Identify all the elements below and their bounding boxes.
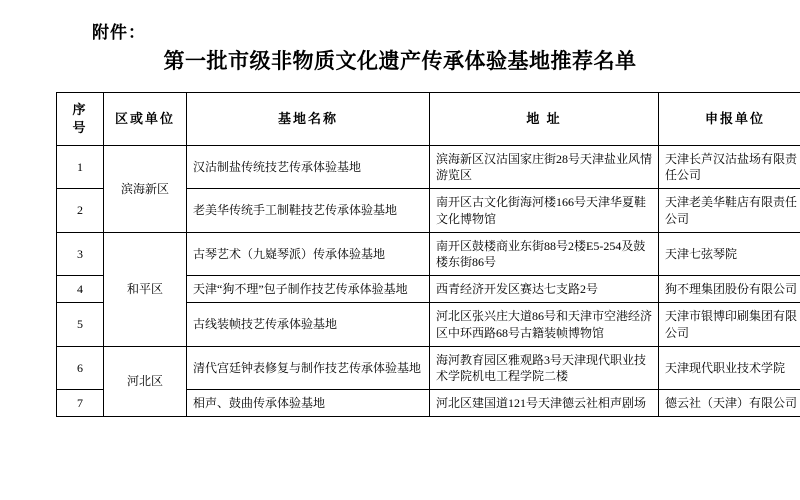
cell-base-name: 天津“狗不理”包子制作技艺传承体验基地: [187, 276, 430, 303]
recommendation-list-table: [56, 92, 800, 417]
cell-seq: 1: [57, 146, 104, 189]
cell-district: 滨海新区: [104, 146, 187, 233]
cell-applicant: 天津老美华鞋店有限责任公司: [659, 189, 800, 232]
cell-applicant: 天津现代职业技术学院: [659, 346, 800, 389]
cell-district: 河北区: [104, 346, 187, 417]
cell-address: 南开区鼓楼商业东街88号2楼E5-254及鼓楼东街86号: [430, 232, 659, 275]
cell-applicant: 德云社（天津）有限公司: [659, 390, 800, 417]
column-header-district: 区或单位: [104, 93, 187, 146]
cell-applicant: 天津长芦汉沽盐场有限责任公司: [659, 146, 800, 189]
cell-seq: 6: [57, 346, 104, 389]
column-header-applicant: 申报单位: [659, 93, 800, 146]
attachment-label: 附件：: [92, 23, 146, 42]
table-row: [57, 232, 800, 275]
cell-address: 南开区古文化街海河楼166号天津华夏鞋文化博物馆: [430, 189, 659, 232]
cell-seq: 4: [57, 276, 104, 303]
column-header-address: 地 址: [430, 93, 659, 146]
cell-district: 和平区: [104, 232, 187, 346]
cell-base-name: 相声、鼓曲传承体验基地: [187, 390, 430, 417]
cell-base-name: 汉沽制盐传统技艺传承体验基地: [187, 146, 430, 189]
cell-base-name: 清代宫廷钟表修复与制作技艺传承体验基地: [187, 346, 430, 389]
table-row: [57, 346, 800, 389]
cell-address: 河北区张兴庄大道86号和天津市空港经济区中环西路68号古籍装帧博物馆: [430, 303, 659, 346]
cell-address: 滨海新区汉沽国家庄街28号天津盐业风情游览区: [430, 146, 659, 189]
table-header: [57, 93, 800, 146]
column-header-seq-line1: 序: [72, 102, 88, 118]
cell-address: 西青经济开发区赛达七支路2号: [430, 276, 659, 303]
table-header-row: [57, 93, 800, 146]
cell-address: 海河教育园区雅观路3号天津现代职业技术学院机电工程学院二楼: [430, 346, 659, 389]
cell-applicant: 天津市银博印刷集团有限公司: [659, 303, 800, 346]
cell-seq: 2: [57, 189, 104, 232]
column-header-seq-line2: 号: [72, 120, 88, 135]
cell-base-name: 古琴艺术（九嶷琴派）传承体验基地: [187, 232, 430, 275]
cell-base-name: 古线装帧技艺传承体验基地: [187, 303, 430, 346]
cell-base-name: 老美华传统手工制鞋技艺传承体验基地: [187, 189, 430, 232]
cell-seq: 5: [57, 303, 104, 346]
cell-seq: 3: [57, 232, 104, 275]
recommendation-list-table-wrap: [56, 92, 798, 417]
cell-address: 河北区建国道121号天津德云社相声剧场: [430, 390, 659, 417]
column-header-base-name: 基地名称: [187, 93, 430, 146]
column-header-seq: [57, 93, 104, 146]
cell-applicant: 天津七弦琴院: [659, 232, 800, 275]
page-title: 第一批市级非物质文化遗产传承体验基地推荐名单: [163, 49, 637, 73]
table-row: [57, 146, 800, 189]
cell-seq: 7: [57, 390, 104, 417]
cell-applicant: 狗不理集团股份有限公司: [659, 276, 800, 303]
table-body: [57, 146, 800, 417]
